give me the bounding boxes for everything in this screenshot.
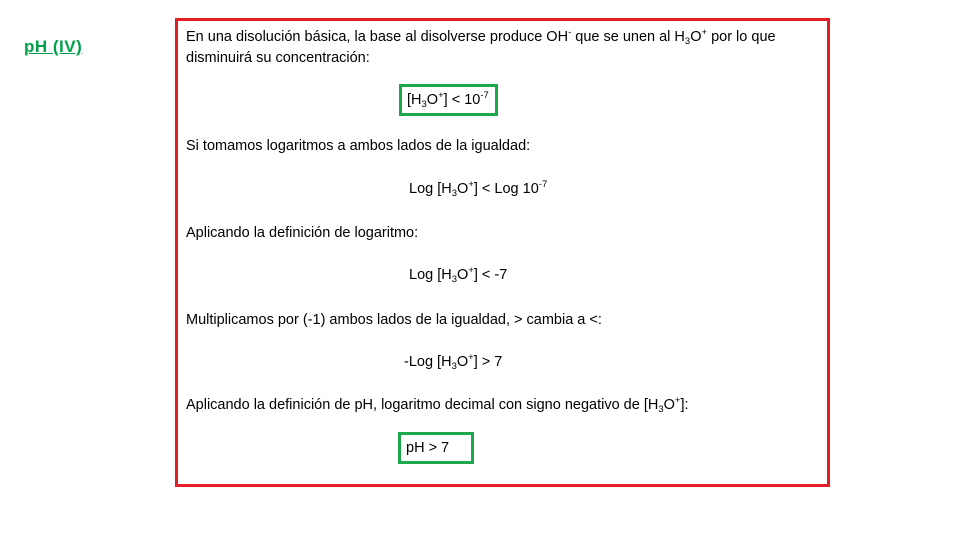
equation-4 bbox=[404, 353, 502, 371]
eq2-rest: ] < Log 10 bbox=[473, 181, 539, 197]
eq1-exponent: -7 bbox=[480, 90, 489, 101]
intro-sup-minus: - bbox=[568, 27, 572, 38]
step-2-text: Aplicando la definición de logaritmo: bbox=[186, 225, 419, 241]
eq2-o: O bbox=[457, 181, 469, 197]
intro-text-3: O bbox=[690, 29, 702, 45]
intro-text-4: por lo que disminuirá su concentración: bbox=[186, 29, 776, 66]
eq1-rest: ] < 10 bbox=[443, 92, 481, 108]
step4-o: O bbox=[663, 397, 675, 413]
eq2-open: Log [H bbox=[409, 181, 452, 197]
eq2-sup: + bbox=[468, 179, 474, 190]
eq3-o: O bbox=[457, 267, 469, 283]
step4-sub: 3 bbox=[658, 404, 664, 415]
intro-sup-plus: + bbox=[701, 27, 708, 38]
step-4-text bbox=[186, 396, 689, 414]
eq3-sup: + bbox=[468, 265, 474, 276]
intro-paragraph bbox=[186, 27, 822, 69]
eq3-sub: 3 bbox=[451, 274, 458, 285]
step-3-text: Multiplicamos por (-1) ambos lados de la igualdad, > cambia a <: bbox=[186, 312, 602, 328]
eq3-rest: ] < -7 bbox=[473, 267, 508, 283]
eq4-open: -Log [H bbox=[404, 354, 452, 370]
eq4-sup: + bbox=[468, 352, 474, 363]
slide-title: pH (IV) bbox=[24, 37, 83, 56]
equation-box-1 bbox=[399, 84, 498, 116]
eq4-o: O bbox=[456, 354, 469, 370]
step4-sup: + bbox=[674, 395, 681, 406]
result-text: pH > 7 bbox=[406, 440, 450, 456]
eq2-exponent: -7 bbox=[538, 179, 548, 190]
equation-2 bbox=[409, 180, 547, 198]
eq1-sub: 3 bbox=[421, 99, 427, 110]
eq2-sub: 3 bbox=[451, 188, 458, 199]
step4-close: ]: bbox=[680, 397, 689, 413]
result-box bbox=[398, 432, 474, 464]
eq3-open: Log [H bbox=[409, 267, 452, 283]
intro-sub-3: 3 bbox=[684, 36, 691, 47]
step4-text-main: Aplicando la definición de pH, logaritmo decimal con signo negativo de [H bbox=[186, 397, 659, 413]
eq4-rest: ] > 7 bbox=[473, 354, 503, 370]
eq4-sub: 3 bbox=[451, 361, 457, 372]
intro-text-1: En una disolución básica, la base al disolverse produce OH bbox=[186, 29, 569, 45]
eq1-sup: + bbox=[438, 90, 444, 101]
step-1-text: Si tomamos logaritmos a ambos lados de la igualdad: bbox=[186, 138, 531, 154]
eq1-open: [H bbox=[407, 92, 422, 108]
intro-text-2: que se unen al H bbox=[571, 29, 685, 45]
eq1-o: O bbox=[426, 92, 439, 108]
content-frame bbox=[175, 18, 830, 487]
equation-3 bbox=[409, 266, 507, 284]
